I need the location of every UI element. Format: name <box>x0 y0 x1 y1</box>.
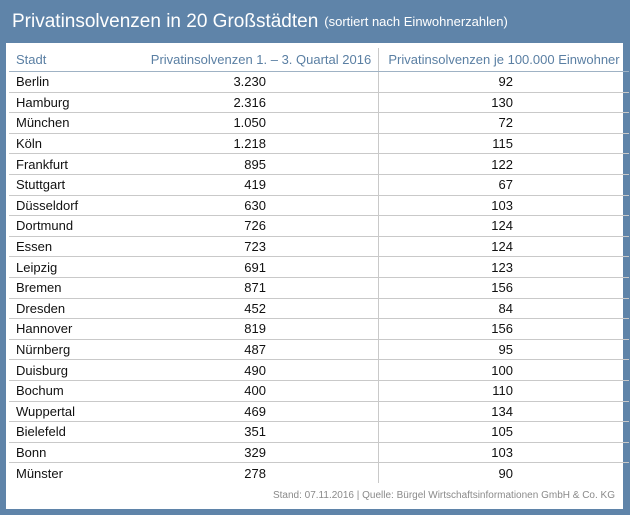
insolvency-table <box>9 48 629 483</box>
table-row <box>9 154 629 175</box>
insolvencies-cell: 723 <box>144 236 379 257</box>
table-row <box>9 174 629 195</box>
per-100k-cell: 72 <box>379 113 630 134</box>
table-row <box>9 380 629 401</box>
per-100k-cell: 123 <box>379 257 630 278</box>
table-row <box>9 422 629 443</box>
per-100k-cell: 124 <box>379 216 630 237</box>
city-cell: Wuppertal <box>9 401 144 422</box>
city-cell: Hamburg <box>9 92 144 113</box>
per-100k-cell: 122 <box>379 154 630 175</box>
city-cell: Berlin <box>9 72 144 93</box>
per-100k-cell: 156 <box>379 319 630 340</box>
city-cell: Duisburg <box>9 360 144 381</box>
source-note: Stand: 07.11.2016 | Quelle: Bürgel Wirtschaftsinformationen GmbH & Co. KG <box>272 490 615 501</box>
per-100k-cell: 95 <box>379 339 630 360</box>
per-100k-cell: 105 <box>379 422 630 443</box>
page-title: Privatinsolvenzen in 20 Großstädten <box>12 10 319 32</box>
insolvencies-cell: 630 <box>144 195 379 216</box>
city-cell: Köln <box>9 133 144 154</box>
table-row <box>9 298 629 319</box>
table-row <box>9 92 629 113</box>
insolvencies-cell: 871 <box>144 277 379 298</box>
insolvencies-cell: 1.050 <box>144 113 379 134</box>
city-cell: Frankfurt <box>9 154 144 175</box>
table-row <box>9 113 629 134</box>
per-100k-cell: 90 <box>498 465 513 481</box>
column-header-per-100k: Privatinsolvenzen je 100.000 Einwohner <box>379 48 630 72</box>
table-row <box>9 463 629 483</box>
insolvencies-cell: 329 <box>144 442 379 463</box>
per-100k-cell: 156 <box>379 277 630 298</box>
city-cell: Bremen <box>9 277 144 298</box>
table-row <box>9 195 629 216</box>
insolvencies-cell: 819 <box>144 319 379 340</box>
table-row <box>9 72 629 93</box>
insolvencies-cell: 895 <box>144 154 379 175</box>
city-cell: München <box>9 113 144 134</box>
insolvencies-cell: 351 <box>144 422 379 443</box>
city-cell: Nürnberg <box>9 339 144 360</box>
column-header-city: Stadt <box>9 48 144 72</box>
city-cell: Hannover <box>9 319 144 340</box>
per-100k-cell: 67 <box>379 174 630 195</box>
table-panel <box>6 43 623 509</box>
per-100k-cell: 115 <box>379 133 630 154</box>
city-cell: Dresden <box>9 298 144 319</box>
insolvencies-cell: 400 <box>144 380 379 401</box>
per-100k-cell: 103 <box>379 195 630 216</box>
insolvencies-cell: 419 <box>144 174 379 195</box>
per-100k-cell: 110 <box>379 380 630 401</box>
insolvencies-cell: 469 <box>144 401 379 422</box>
table-row <box>9 401 629 422</box>
city-cell: Bonn <box>9 442 144 463</box>
header-bar <box>0 0 630 43</box>
city-cell: Leipzig <box>9 257 144 278</box>
table-row <box>9 360 629 381</box>
insolvencies-cell: 487 <box>144 339 379 360</box>
insolvencies-cell: 691 <box>144 257 379 278</box>
table-row <box>9 339 629 360</box>
city-cell: Düsseldorf <box>9 195 144 216</box>
table-row <box>9 277 629 298</box>
city-cell: Münster <box>16 465 63 481</box>
city-cell: Dortmund <box>9 216 144 237</box>
column-header-insolvencies: Privatinsolvenzen 1. – 3. Quartal 2016 <box>144 48 379 72</box>
table-row <box>9 319 629 340</box>
city-cell: Bochum <box>9 380 144 401</box>
per-100k-cell: 100 <box>379 360 630 381</box>
per-100k-cell: 92 <box>379 72 630 93</box>
insolvencies-cell: 278 <box>144 463 379 483</box>
insolvencies-cell: 2.316 <box>144 92 379 113</box>
insolvencies-cell: 452 <box>144 298 379 319</box>
table-row <box>9 442 629 463</box>
city-cell: Bielefeld <box>9 422 144 443</box>
insolvencies-cell: 726 <box>144 216 379 237</box>
per-100k-cell: 103 <box>379 442 630 463</box>
page-subtitle: (sortiert nach Einwohnerzahlen) <box>324 14 508 29</box>
table-row <box>9 216 629 237</box>
city-cell: Essen <box>9 236 144 257</box>
city-cell: Stuttgart <box>9 174 144 195</box>
insolvencies-cell: 3.230 <box>144 72 379 93</box>
per-100k-cell: 124 <box>379 236 630 257</box>
per-100k-cell: 134 <box>379 401 630 422</box>
insolvencies-cell: 490 <box>144 360 379 381</box>
insolvencies-cell: 1.218 <box>144 133 379 154</box>
table-row <box>9 236 629 257</box>
table-row <box>9 257 629 278</box>
per-100k-cell: 130 <box>379 92 630 113</box>
per-100k-cell: 84 <box>379 298 630 319</box>
table-row <box>9 133 629 154</box>
table-header-row <box>9 48 629 72</box>
